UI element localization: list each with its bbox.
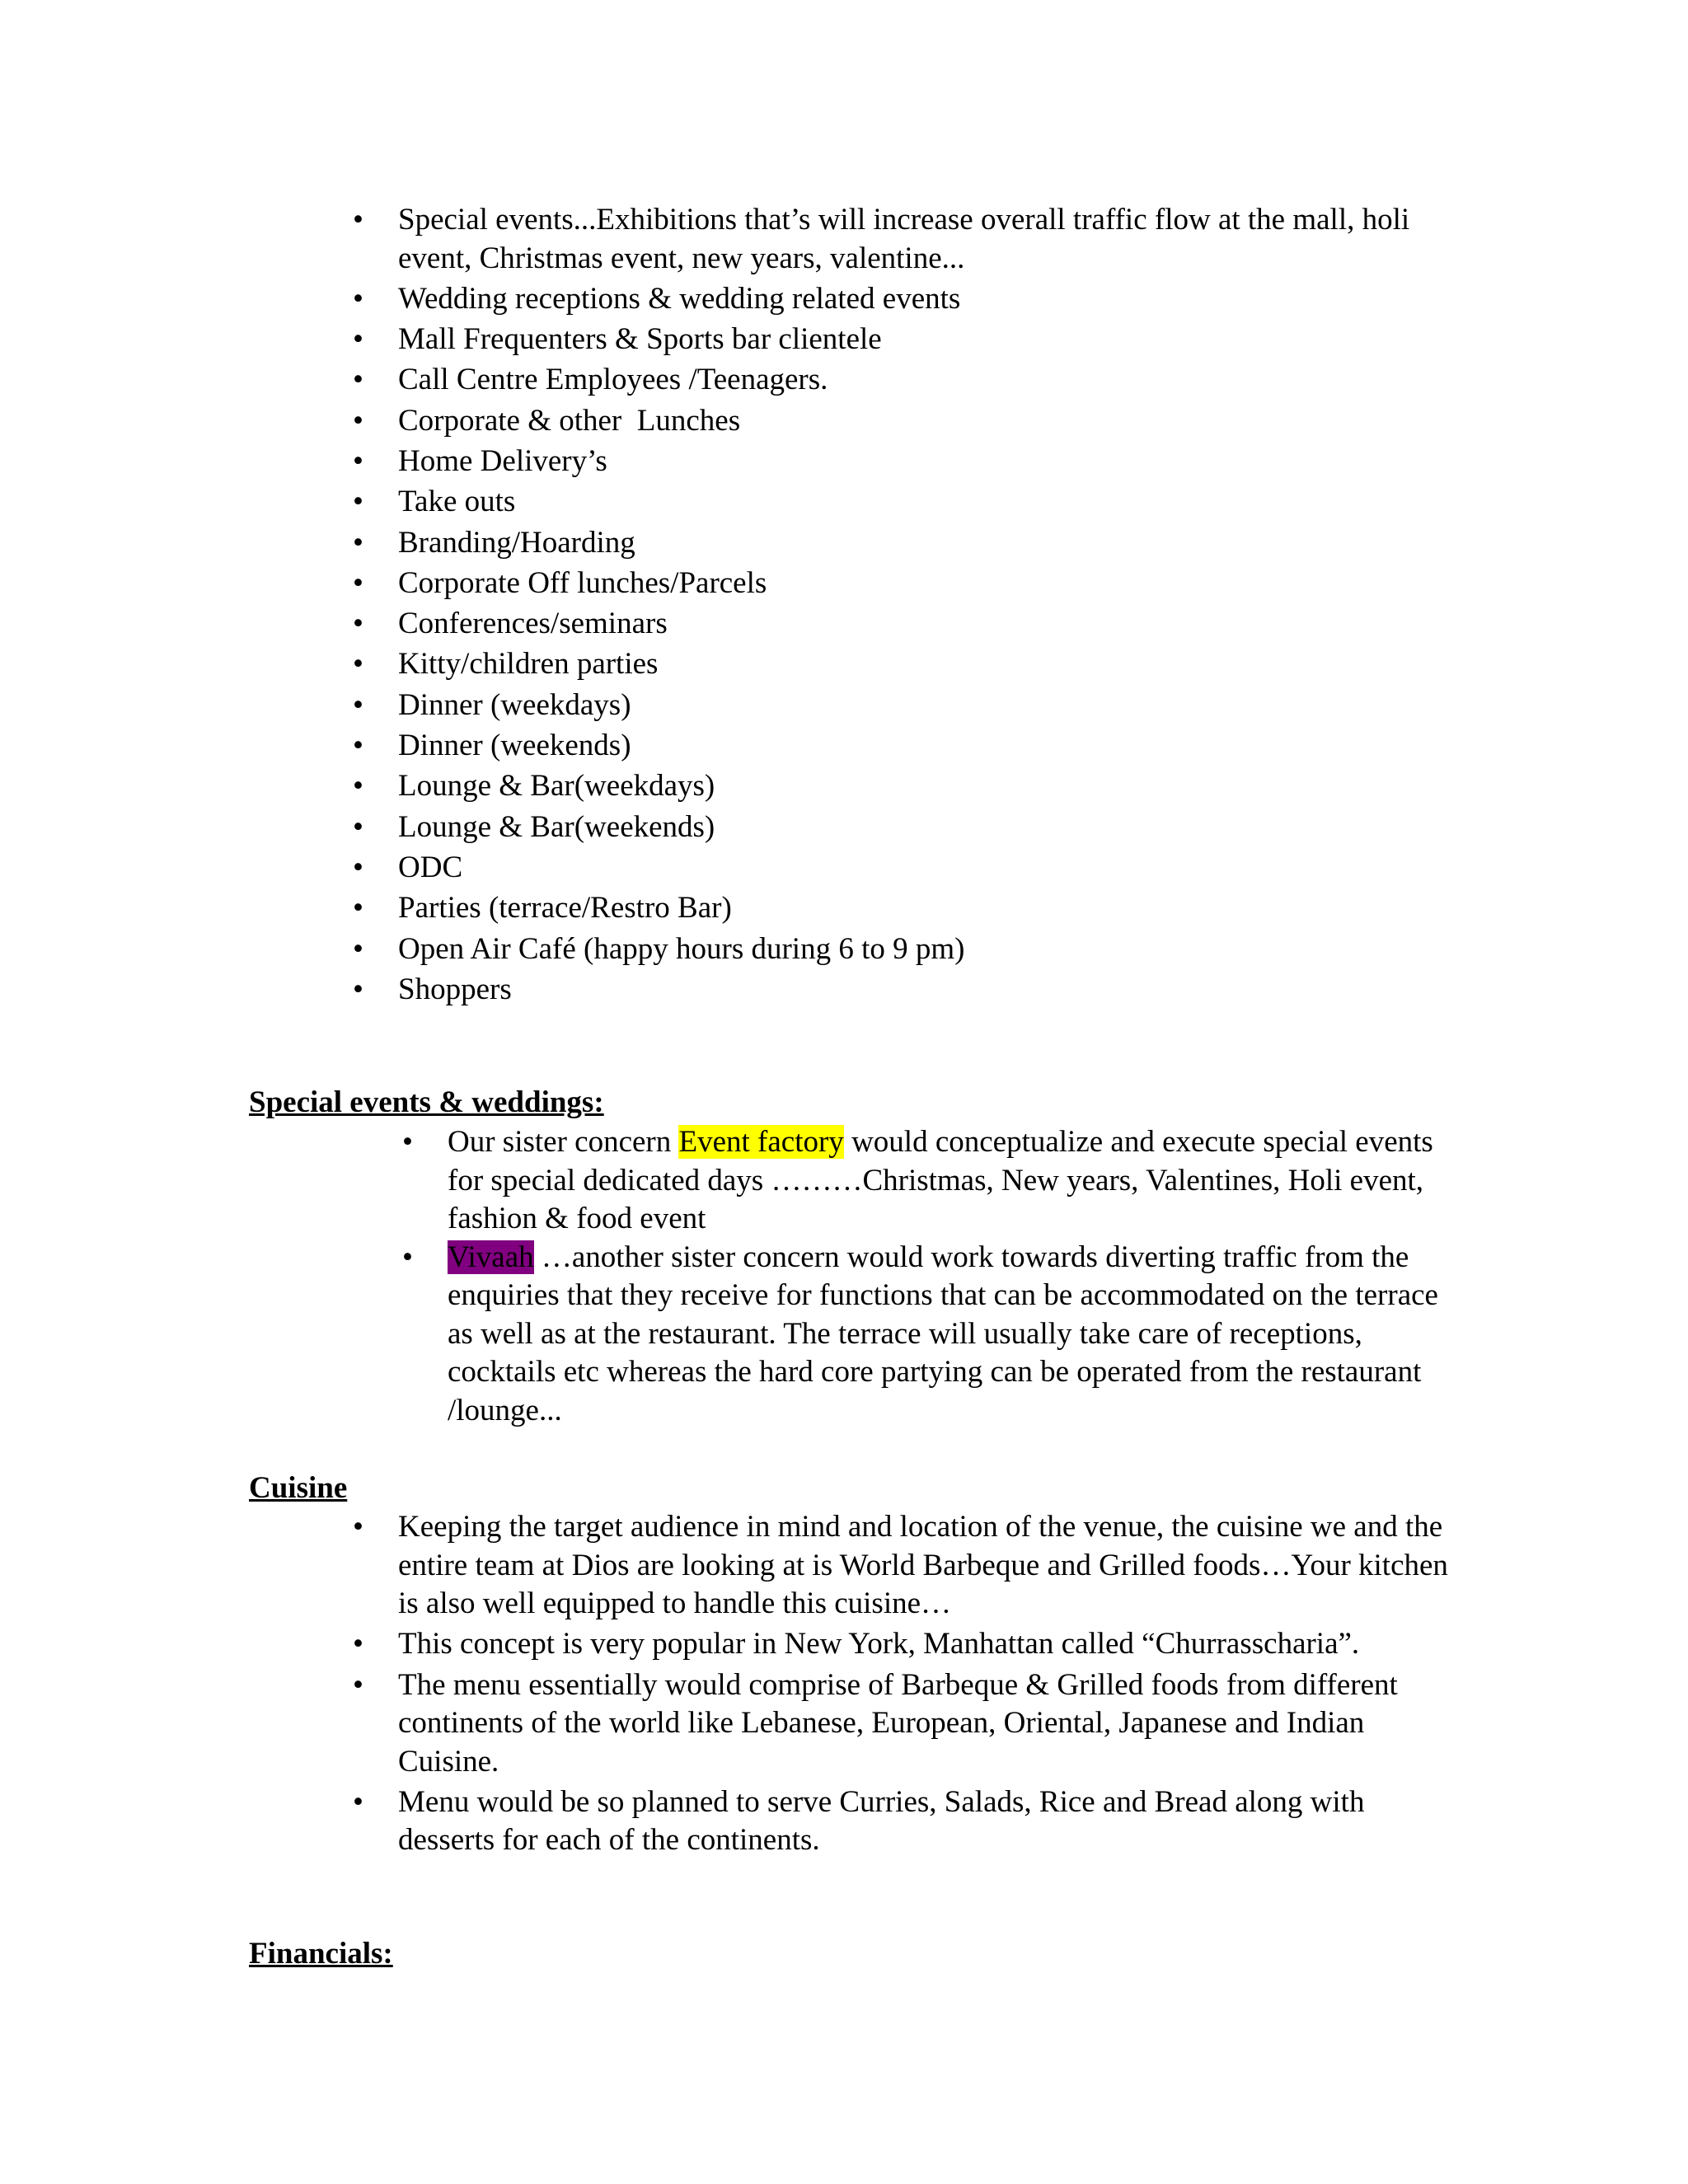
list-item: • Conferences/seminars <box>398 605 1453 644</box>
cuisine-heading: Cuisine <box>249 1471 348 1505</box>
list-item: • Corporate & other Lunches <box>398 402 1453 441</box>
list-item: • Lounge & Bar(weekends) <box>398 808 1453 847</box>
list-item: • Keeping the target audience in mind and location of the venue, the cuisine we and the entire team at Dios are looking at is World Barbeque and Grilled foods…Your kitchen is also well equipped to handle this cuisine… <box>353 1510 1448 1620</box>
bullet-icon: • <box>353 931 363 966</box>
financials-heading: Financials: <box>249 1937 393 1971</box>
list-item: • Shoppers <box>398 971 1453 1010</box>
list-item: • Vivaah …another sister concern would work towards diverting traffic from the enquiries that they receive for functions that can be accommodated on the terrace as well as at the restaurant. The terrace will usually take care of receptions, cocktails etc whereas the hard core partying can be operated from the restaurant /lounge... <box>402 1240 1438 1427</box>
list-item: • Kitty/children parties <box>398 645 1453 684</box>
bullet-icon: • <box>353 687 363 722</box>
bullet-icon: • <box>353 729 363 763</box>
list-item: • Dinner (weekends) <box>398 727 1453 766</box>
bullet-icon: • <box>353 281 363 316</box>
bullet-icon: • <box>353 565 363 600</box>
bullet-icon: • <box>353 322 363 357</box>
list-item: • ODC <box>398 849 1453 888</box>
list-item: • Menu would be so planned to serve Curries, Salads, Rice and Bread along with desserts for each of the continents. <box>353 1784 1365 1858</box>
list-item: • Open Air Café (happy hours during 6 to 9 pm) <box>398 930 1453 969</box>
list-item: • Branding/Hoarding <box>398 524 1453 563</box>
special-events-list <box>402 1123 1453 1430</box>
list-item: • Dinner (weekdays) <box>398 687 1453 725</box>
bullet-icon: • <box>353 485 363 519</box>
list-item: • The menu essentially would comprise of Barbeque & Grilled foods from different continents of the world like Lebanese, European, Oriental, Japanese and Indian Cuisine. <box>353 1667 1398 1779</box>
bullet-icon: • <box>353 972 363 1006</box>
bullet-icon: • <box>353 443 363 478</box>
list-item: • Call Centre Employees /Teenagers. <box>398 361 1453 400</box>
bullet-icon: • <box>353 1784 363 1819</box>
bullet-icon: • <box>402 1125 413 1159</box>
list-item: • Special events...Exhibitions that’s will increase overall traffic flow at the mall, holi event, Christmas event, new years, valentine... <box>353 203 1410 275</box>
bullet-icon: • <box>353 1510 363 1544</box>
cuisine-list <box>353 1508 1453 1863</box>
list-item: • Home Delivery’s <box>398 443 1453 481</box>
bullet-icon: • <box>353 891 363 926</box>
bullet-icon: • <box>353 525 363 560</box>
bullet-icon: • <box>353 1667 363 1702</box>
bullet-icon: • <box>402 1240 413 1274</box>
bullet-icon: • <box>353 403 363 438</box>
list-item: • This concept is very popular in New York, Manhattan called “Churrasscharia”. <box>398 1625 1453 1664</box>
bullet-icon: • <box>353 363 363 397</box>
list-item: • Our sister concern Event factory would conceptualize and execute special events for special dedicated days ………Christmas, New years, Valentines, Holi event, fashion & food event <box>402 1125 1433 1235</box>
bullet-icon: • <box>353 647 363 682</box>
list-item: • Parties (terrace/Restro Bar) <box>398 889 1453 928</box>
list-item: • Corporate Off lunches/Parcels <box>398 565 1453 603</box>
list-item: • Take outs <box>398 483 1453 522</box>
bullet-icon: • <box>353 1627 363 1661</box>
list-item: • Lounge & Bar(weekdays) <box>398 767 1453 806</box>
bullet-icon: • <box>353 850 363 884</box>
bullet-icon: • <box>353 607 363 641</box>
bullet-icon: • <box>353 769 363 804</box>
bullet-icon: • <box>353 203 363 237</box>
special-events-heading: Special events & weddings: <box>249 1085 604 1119</box>
bullet-icon: • <box>353 809 363 844</box>
event-factory-highlight: Event factory <box>678 1125 844 1159</box>
list-item: • Wedding receptions & wedding related events <box>398 280 1453 319</box>
vivaah-highlight: Vivaah <box>448 1240 534 1274</box>
target-audience-list <box>353 201 1453 1011</box>
list-item: • Mall Frequenters & Sports bar clientele <box>398 321 1453 359</box>
